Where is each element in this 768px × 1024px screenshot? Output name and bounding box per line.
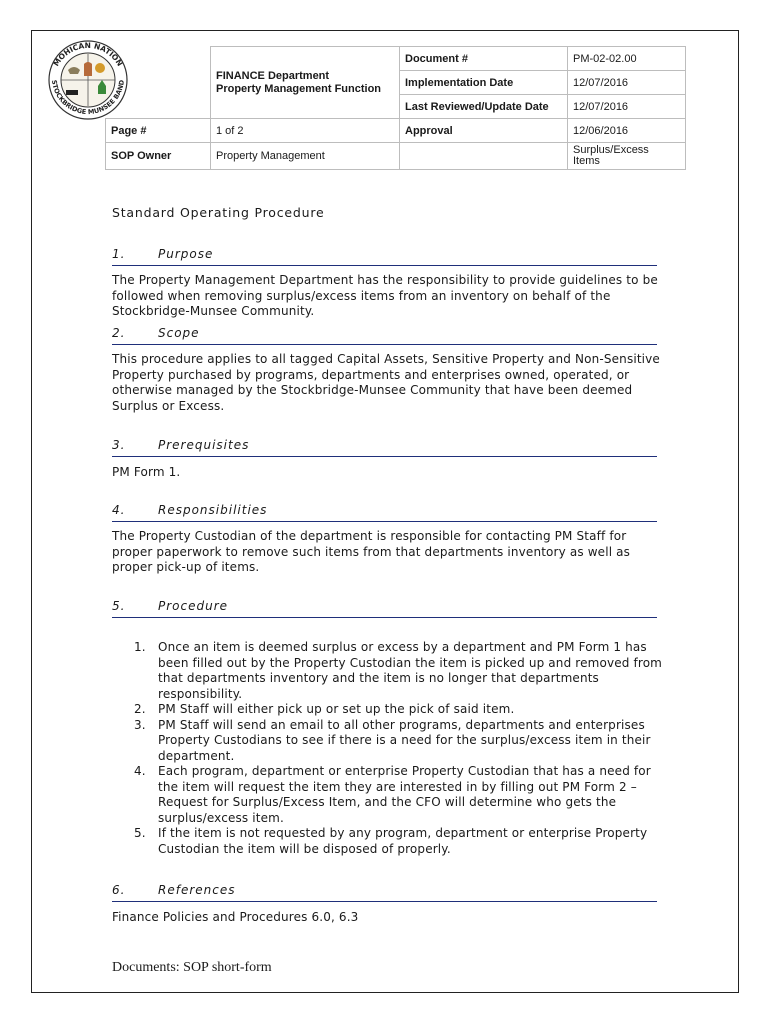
last-reviewed-value: 12/07/2016 (567, 94, 686, 119)
subject-cell (567, 142, 686, 170)
list-item-number: 3. (134, 717, 146, 732)
page-bottom-border (31, 992, 738, 993)
implementation-date-value: 12/07/2016 (567, 70, 686, 95)
list-item-number: 5. (134, 826, 146, 840)
sop-owner-value: Property Management (210, 142, 400, 170)
list-item-text: If the item is not requested by any program, department or enterprise Property Custodian the item will be disposed of properly. (158, 826, 648, 856)
scope-text: This procedure applies to all tagged Capital Assets, Sensitive Property and Non-Sensitive Property purchased by programs, departments and enterprises owned, operated, or otherwise managed by the Stockbridge-Munsee Community that have been deemed Surplus or Excess. (112, 352, 660, 413)
section-number: 5. (112, 599, 126, 613)
approval-value: 12/06/2016 (567, 118, 686, 143)
document-number-label: Document # (399, 46, 568, 71)
sop-owner-label: SOP Owner (105, 142, 211, 170)
page-number-value: 1 of 2 (210, 118, 400, 143)
section-title: Purpose (158, 247, 214, 261)
department-name: FINANCE Department (216, 69, 330, 82)
list-item-number: 4. (134, 764, 146, 778)
section-heading-prerequisites (112, 438, 657, 457)
references-text: Finance Policies and Procedures 6.0, 6.3 (112, 910, 359, 924)
subject-line-2: Items (573, 155, 600, 167)
section-number: 4. (112, 503, 126, 517)
page-number-label: Page # (105, 118, 211, 143)
list-item (130, 764, 670, 826)
section-title: Prerequisites (158, 438, 250, 452)
document-title: Standard Operating Procedure (112, 205, 325, 220)
section-heading-purpose (112, 247, 657, 266)
document-number-value: PM-02-02.00 (567, 46, 686, 71)
implementation-date-label: Implementation Date (399, 70, 568, 95)
function-name: Property Management Function (216, 82, 382, 95)
section-title: References (158, 883, 236, 897)
procedure-list (130, 640, 670, 857)
subject-line-1: Surplus/Excess (573, 144, 649, 156)
purpose-text: The Property Management Department has the responsibility to provide guidelines to be followed when removing surplus/excess items from an inventory on behalf of the Stockbridge-Munsee Community. (112, 273, 658, 319)
seal-bottom-text: STOCKBRIDGE MUNSEE BAND (50, 79, 127, 117)
list-item-text: Once an item is deemed surplus or excess by a department and PM Form 1 has been filled out by the Property Custodian the item is picked up and removed from that departments inventory and the item is no longer that departments responsibility. (158, 640, 663, 701)
list-item-number: 2. (134, 702, 146, 716)
list-item-number: 1. (134, 640, 146, 654)
section-heading-references (112, 883, 657, 902)
section-title: Procedure (158, 599, 229, 613)
blank-cell (399, 142, 568, 170)
list-item (130, 702, 670, 718)
section-number: 1. (112, 247, 126, 261)
section-heading-procedure (112, 599, 657, 618)
section-number: 2. (112, 326, 126, 340)
section-title: Scope (158, 326, 200, 340)
prerequisites-text: PM Form 1. (112, 465, 181, 479)
list-item (130, 640, 670, 702)
department-cell (210, 46, 400, 119)
logo-cell (105, 46, 211, 119)
approval-label: Approval (399, 118, 568, 143)
section-heading-responsibilities (112, 503, 657, 522)
document-header-table (105, 46, 686, 170)
section-number: 3. (112, 438, 126, 452)
list-item-text: PM Staff will either pick up or set up the pick of said item. (158, 702, 515, 716)
section-heading-scope (112, 326, 657, 345)
seal-top-text: MOHICAN NATION (51, 40, 125, 68)
last-reviewed-label: Last Reviewed/Update Date (399, 94, 568, 119)
responsibilities-text: The Property Custodian of the department is responsible for contacting PM Staff for proper paperwork to remove such items from that departments inventory as well as proper pick-up of items. (112, 529, 631, 575)
section-title: Responsibilities (158, 503, 268, 517)
list-item (130, 718, 670, 765)
section-number: 6. (112, 883, 126, 897)
list-item-text: Each program, department or enterprise Property Custodian that has a need for the item will request the item they are interested in by filling out PM Form 2 – Request for Surplus/Excess Item, and the CFO will determine who gets the surplus/excess item. (158, 764, 651, 825)
list-item (130, 826, 670, 857)
footer-document-label: Documents: SOP short-form (112, 960, 272, 975)
list-item-text: PM Staff will send an email to all other programs, departments and enterprises Property Custodians to see if there is a need for the surplus/excess item in their department. (158, 717, 651, 763)
